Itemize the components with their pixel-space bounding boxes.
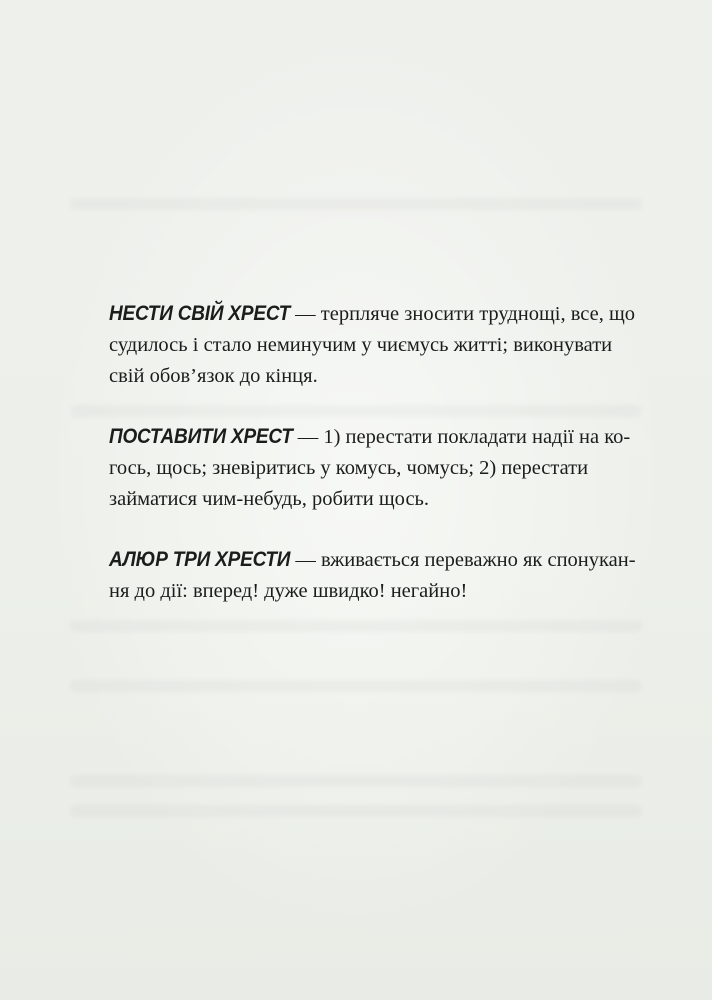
entry-term: ПОСТАВИТИ ХРЕСТ <box>109 424 293 449</box>
dictionary-entry-postavyty-khrest <box>109 422 649 515</box>
entry-definition: — терпляче зносити труднощі, все, що <box>290 303 636 325</box>
show-through-text <box>70 620 642 632</box>
entry-line: гось, щось; зневіритись у комусь, чомусь; 2) перестати <box>109 457 589 479</box>
entry-line <box>109 299 649 330</box>
show-through-text <box>70 198 642 210</box>
entry-line <box>109 422 649 453</box>
entry-term: АЛЮР ТРИ ХРЕСТИ <box>109 547 291 572</box>
show-through-text <box>70 775 642 787</box>
entry-line: ня до дії: вперед! дуже швидко! негайно! <box>109 580 468 602</box>
entry-definition: — 1) перестати покладати надії на ко- <box>292 426 631 448</box>
entry-line <box>109 545 649 576</box>
show-through-text <box>70 405 642 417</box>
entry-line: свій обов’язок до кінця. <box>109 365 318 387</box>
dictionary-entry-aliur-try-khresty <box>109 545 649 607</box>
show-through-text <box>70 680 642 692</box>
entry-line: судилось і стало неминучим у чиємусь житті; виконувати <box>109 334 613 356</box>
entry-definition: — вживається переважно як спонукан- <box>290 549 636 571</box>
dictionary-entry-nesty-sviy-khrest <box>109 299 649 392</box>
entry-term: НЕСТИ СВІЙ ХРЕСТ <box>109 301 291 326</box>
entry-line: займатися чим-небудь, робити щось. <box>109 488 430 510</box>
show-through-text <box>70 805 642 817</box>
